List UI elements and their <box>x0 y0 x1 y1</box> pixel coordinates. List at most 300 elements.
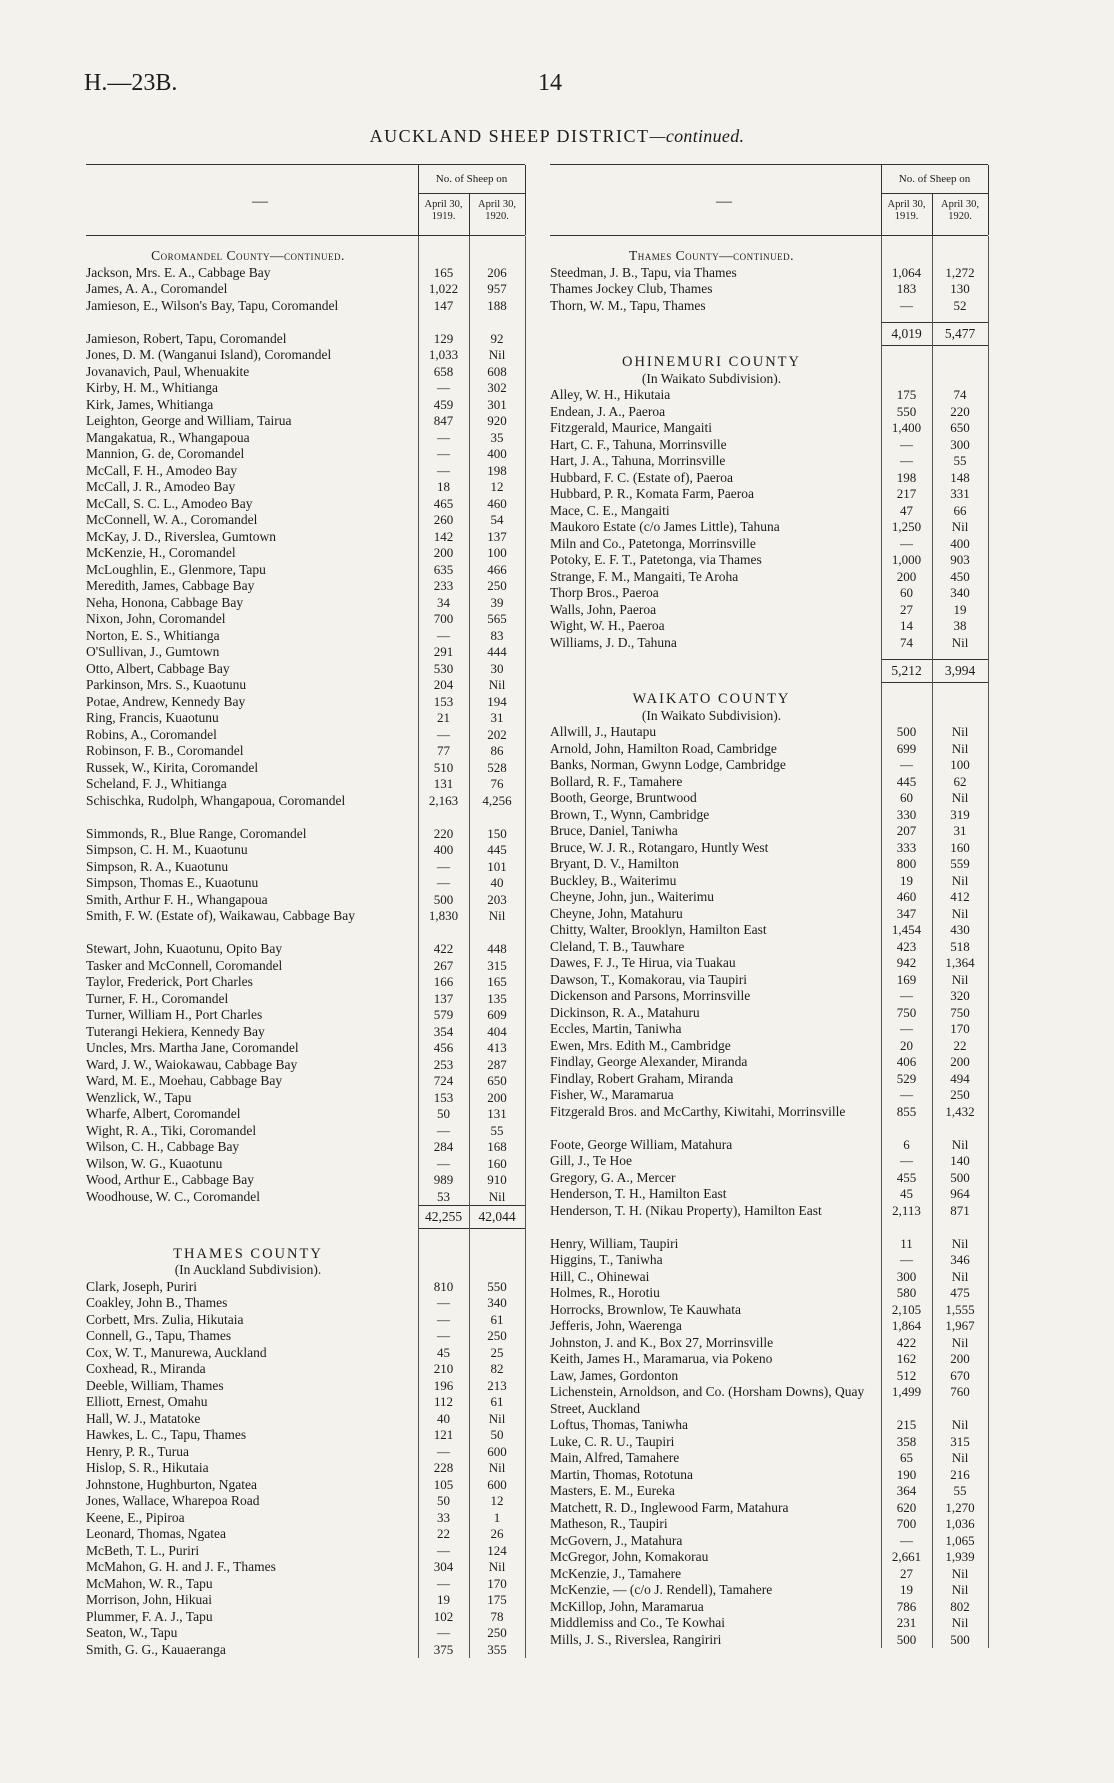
table-row <box>550 1549 988 1566</box>
sheep-1919: 196 <box>433 1377 454 1393</box>
sheep-1920: 19 <box>953 601 967 617</box>
sheep-1919: 74 <box>900 634 913 650</box>
sheep-1920: 413 <box>487 1040 507 1055</box>
owner-name: Jones, D. M. (Wanganui Island), Coromandel <box>86 347 332 362</box>
header-dash: — <box>252 193 268 210</box>
sheep-1920: 802 <box>950 1598 970 1614</box>
sheep-1920: 50 <box>490 1427 504 1442</box>
sheep-1920: 1,272 <box>945 264 975 280</box>
year-1920-heading <box>469 199 525 223</box>
county-heading: Coromandel County—continued. <box>151 248 345 263</box>
owner-name: Henderson, T. H. (Nikau Property), Hamilton East <box>550 1202 822 1218</box>
year-1919-heading <box>881 199 932 223</box>
table-row <box>86 562 525 579</box>
owner-name: Middlemiss and Co., Te Kowhai <box>550 1615 726 1630</box>
sheep-1920: 54 <box>490 512 504 527</box>
table-row <box>86 1172 525 1189</box>
table-row <box>86 991 525 1008</box>
table-row <box>550 1450 988 1467</box>
county-heading: OHINEMURI COUNTY <box>621 354 801 370</box>
owner-name: Cleland, T. B., Tauwhare <box>550 938 685 954</box>
sheep-1920: 331 <box>950 486 970 501</box>
owner-name: Scheland, F. J., Whitianga <box>86 776 227 791</box>
sheep-1919: 510 <box>433 759 454 775</box>
sheep-1920: 160 <box>950 839 970 855</box>
owner-name: McLoughlin, E., Glenmore, Tapu <box>86 561 266 577</box>
sheep-1919: — <box>900 1532 913 1548</box>
sheep-1920: 404 <box>487 1023 507 1039</box>
owner-name: James, A. A., Coromandel <box>86 281 228 296</box>
spacer <box>550 651 988 659</box>
sheep-1919: 40 <box>437 1410 450 1426</box>
sheep-1919: 50 <box>437 1493 450 1508</box>
table-row <box>86 1024 525 1041</box>
owner-name: Henry, William, Taupiri <box>550 1235 679 1251</box>
table-row <box>86 1328 525 1345</box>
owner-name: McCall, S. C. L., Amodeo Bay <box>86 495 253 511</box>
sheep-1919: 210 <box>433 1361 454 1376</box>
column-rule <box>525 236 526 1658</box>
table-row <box>550 1087 988 1104</box>
table-row <box>550 1170 988 1187</box>
sheep-1919: 102 <box>433 1608 454 1624</box>
owner-name: Hart, J. A., Tahuna, Morrinsville <box>550 453 726 468</box>
sheep-1920: 188 <box>487 297 507 313</box>
owner-name: McGregor, John, Komakorau <box>550 1549 709 1564</box>
sheep-1920: 670 <box>950 1367 970 1383</box>
table-row <box>86 908 525 941</box>
owner-name: Cox, W. T., Manurewa, Auckland <box>86 1344 267 1360</box>
sheep-1919: 1,022 <box>428 281 459 296</box>
owner-name: Arnold, John, Hamilton Road, Cambridge <box>550 740 777 756</box>
owner-name: Stewart, John, Kuaotunu, Opito Bay <box>86 941 283 956</box>
owner-name: Wilson, C. H., Cabbage Bay <box>86 1139 240 1154</box>
header-dash: — <box>716 193 732 210</box>
table-row <box>86 644 525 661</box>
owner-name: Steedman, J. B., Tapu, via Thames <box>550 264 737 280</box>
table-row <box>550 1005 988 1022</box>
sheep-1919: 1,000 <box>891 552 922 567</box>
table-row <box>86 1040 525 1057</box>
owner-name: Matheson, R., Taupiri <box>550 1516 668 1531</box>
owner-name: Keith, James H., Maramarua, via Pokeno <box>550 1351 773 1366</box>
owner-name: Mangakatua, R., Whangapoua <box>86 429 250 445</box>
owner-name: Brown, T., Wynn, Cambridge <box>550 806 710 822</box>
owner-name: Otto, Albert, Cabbage Bay <box>86 660 230 676</box>
owner-name: Clark, Joseph, Puriri <box>86 1278 197 1294</box>
sheep-1920: 52 <box>953 297 967 313</box>
owner-name: McMahon, W. R., Tapu <box>86 1575 213 1591</box>
spacer <box>550 314 988 322</box>
year-1920-date: April 30, <box>941 199 979 210</box>
sheep-1920: 500 <box>950 1169 970 1185</box>
table-row <box>86 545 525 562</box>
column-rule <box>988 236 989 1648</box>
table-row <box>550 1186 988 1203</box>
table-row <box>550 536 988 553</box>
sheep-1920: Nil <box>951 724 969 739</box>
sheep-1920: 137 <box>487 528 507 544</box>
page-title-suffix: —continued. <box>649 126 745 146</box>
sheep-1919: 304 <box>433 1559 454 1574</box>
owner-name: Johnstone, Hughburton, Ngatea <box>86 1476 257 1492</box>
table-row <box>550 1104 988 1137</box>
sheep-1919: 330 <box>896 806 917 822</box>
table-row <box>550 1203 988 1236</box>
sheep-1919: — <box>437 380 450 395</box>
owner-name: Seaton, W., Tapu <box>86 1625 178 1640</box>
sheep-1920: 26 <box>490 1526 504 1541</box>
year-1919-date: April 30, <box>887 199 926 210</box>
table-row <box>86 479 525 496</box>
owner-name: Ewen, Mrs. Edith M., Cambridge <box>550 1037 731 1053</box>
sheep-1920: 175 <box>487 1592 507 1607</box>
sheep-1920: Nil <box>488 908 506 923</box>
sheep-1919: 204 <box>433 677 454 692</box>
owner-name: Buckley, B., Waiterimu <box>550 872 677 888</box>
sheep-1920: Nil <box>488 347 506 362</box>
spacer <box>550 683 988 691</box>
county-heading: THAMES COUNTY <box>173 1245 323 1262</box>
table-row <box>550 420 988 437</box>
owner-name: Wharfe, Albert, Coromandel <box>86 1106 241 1121</box>
sheep-1919: 550 <box>896 403 917 419</box>
table-row <box>550 635 988 652</box>
sheep-1919: 27 <box>900 1565 913 1581</box>
year-1920-year: 1920. <box>948 211 972 222</box>
sheep-1919: 1,864 <box>891 1318 922 1333</box>
header-rule <box>881 193 988 194</box>
owner-name: Jefferis, John, Waerenga <box>550 1318 682 1333</box>
sheep-1920: 609 <box>487 1007 507 1022</box>
table-row <box>86 1642 525 1659</box>
owner-name: Bruce, Daniel, Taniwha <box>550 823 678 838</box>
owner-name: Hill, C., Ohinewai <box>550 1268 650 1284</box>
table-row <box>86 430 525 447</box>
table-row <box>86 793 525 826</box>
sheep-1920: 130 <box>950 281 970 296</box>
owner-name: McKay, J. D., Riverslea, Gumtown <box>86 528 276 544</box>
table-row <box>550 1153 988 1170</box>
sheep-1919: 1,830 <box>428 908 459 923</box>
left-table <box>86 164 525 1658</box>
sheep-1920: 250 <box>487 578 507 593</box>
sheep-1920: Nil <box>488 1410 506 1426</box>
sheep-1919: 750 <box>896 1004 917 1020</box>
table-row <box>86 677 525 694</box>
sheep-1919: 855 <box>896 1103 917 1119</box>
sheep-1919: 19 <box>900 872 913 888</box>
sheep-1920: 650 <box>487 1073 507 1088</box>
sheep-1919: 300 <box>896 1268 917 1284</box>
owner-name: McGovern, J., Matahura <box>550 1532 683 1548</box>
header-rule <box>418 193 525 194</box>
sheep-1919: 2,661 <box>891 1549 922 1564</box>
sheep-1919: 700 <box>433 611 454 626</box>
sheep-1919: 27 <box>900 601 913 617</box>
table-row <box>86 298 525 331</box>
sheep-1920: 140 <box>950 1153 970 1168</box>
owner-name: Main, Alfred, Tamahere <box>550 1450 680 1465</box>
sheep-1919: 175 <box>896 387 917 402</box>
sheep-1920: 1 <box>493 1509 501 1525</box>
sheep-1920: Nil <box>488 1559 506 1574</box>
table-row <box>86 1090 525 1107</box>
table-row <box>550 1533 988 1550</box>
owner-name: Smith, F. W. (Estate of), Waikawau, Cabbage Bay <box>86 908 356 923</box>
sheep-1920: 250 <box>487 1328 507 1343</box>
sheep-1920: 168 <box>487 1139 507 1154</box>
owner-name: Jackson, Mrs. E. A., Cabbage Bay <box>86 264 271 280</box>
owner-name: Dawes, F. J., Te Hirua, via Tuakau <box>550 955 736 970</box>
sheep-1920: 150 <box>487 825 507 841</box>
owner-name: Higgins, T., Taniwha <box>550 1252 663 1267</box>
table-row <box>86 1073 525 1090</box>
table-row <box>86 281 525 298</box>
sheep-1919: 1,499 <box>891 1384 922 1399</box>
sheep-1920: 412 <box>950 889 970 904</box>
sheep-1919: 579 <box>433 1007 454 1022</box>
total-1919: 5,212 <box>891 663 922 678</box>
table-row <box>550 1236 988 1253</box>
sheep-1919: — <box>437 858 450 874</box>
sheep-1919: 19 <box>437 1592 450 1607</box>
sheep-1920: Nil <box>951 740 969 756</box>
sheep-1919: 847 <box>433 413 454 428</box>
sheep-1919: 147 <box>433 297 454 313</box>
sheep-1920: 200 <box>950 1054 970 1069</box>
sheep-1920: 340 <box>950 585 970 600</box>
sheep-1919: 2,105 <box>891 1301 922 1317</box>
table-row <box>550 823 988 840</box>
sheep-1919: — <box>437 429 450 445</box>
sheep-1919: 112 <box>433 1394 454 1409</box>
sheep-1920: 61 <box>490 1311 504 1327</box>
table-row <box>86 974 525 991</box>
sheep-1920: 170 <box>950 1021 970 1036</box>
sheep-1920: 494 <box>950 1070 970 1086</box>
table-row <box>550 453 988 470</box>
sheep-1920: 600 <box>487 1476 507 1492</box>
county-heading: Thames County—continued. <box>629 248 794 263</box>
sheep-1920: Nil <box>951 519 969 534</box>
owner-name: Deeble, William, Thames <box>86 1377 224 1393</box>
right-table <box>550 164 988 1648</box>
sheep-1919: 400 <box>433 842 454 857</box>
sheep-1920: 400 <box>487 446 507 461</box>
sheep-1919: 21 <box>437 710 450 725</box>
owner-name: Mace, C. E., Mangaiti <box>550 502 670 518</box>
sheep-1920: 1,364 <box>945 955 975 970</box>
sheep-1920: 315 <box>487 957 507 973</box>
left-table-header <box>86 164 525 236</box>
owner-name: Eccles, Martin, Taniwha <box>550 1021 682 1036</box>
owner-name: Simpson, Thomas E., Kuaotunu <box>86 875 259 890</box>
sheep-1919: 358 <box>896 1433 917 1449</box>
sheep-1919: 500 <box>896 724 917 739</box>
owner-name: Mills, J. S., Riverslea, Rangiriri <box>550 1631 722 1647</box>
table-row <box>550 470 988 487</box>
county-total-row <box>881 659 988 683</box>
sheep-1920: Nil <box>951 905 969 921</box>
sheep-1919: 53 <box>437 1188 450 1204</box>
sheep-1919: 1,250 <box>891 519 922 534</box>
sheep-1919: — <box>437 1155 450 1171</box>
table-row <box>550 404 988 421</box>
sheep-1920: 750 <box>950 1004 970 1020</box>
owner-name: Dawson, T., Komakorau, via Taupiri <box>550 971 748 987</box>
sheep-1919: — <box>900 1252 913 1267</box>
sheep-1920: Nil <box>951 1565 969 1581</box>
owner-name: McKenzie, J., Tamahere <box>550 1565 682 1581</box>
table-row <box>550 486 988 503</box>
sheep-1919: 810 <box>433 1278 454 1294</box>
owner-name: Coakley, John B., Thames <box>86 1295 228 1310</box>
sheep-1920: 910 <box>487 1172 507 1187</box>
sheep-1920: 445 <box>487 842 507 857</box>
owner-name: Martin, Thomas, Rototuna <box>550 1466 693 1482</box>
sheep-1920: Nil <box>951 1235 969 1251</box>
sheep-1919: 699 <box>896 740 917 756</box>
owner-name: Tasker and McConnell, Coromandel <box>86 957 283 973</box>
sheep-1919: 1,400 <box>891 420 922 435</box>
sheep-1920: 12 <box>490 479 504 494</box>
owner-name: Woodhouse, W. C., Coromandel <box>86 1188 261 1204</box>
owner-name: Mannion, G. de, Coromandel <box>86 446 245 461</box>
county-heading: (In Waikato Subdivision). <box>641 370 782 386</box>
owner-name: McCall, J. R., Amodeo Bay <box>86 479 236 494</box>
sheep-1920: 76 <box>490 776 504 791</box>
table-row <box>86 875 525 892</box>
sheep-1919: 105 <box>433 1476 454 1492</box>
sheep-1920: 559 <box>950 856 970 871</box>
table-row <box>86 1361 525 1378</box>
sheep-1920: 66 <box>953 502 967 518</box>
owner-name: Jovanavich, Paul, Whenuakite <box>86 363 250 379</box>
sheep-1920: 194 <box>487 693 507 709</box>
sheep-1919: — <box>437 1443 450 1459</box>
sheep-1920: 550 <box>487 1278 507 1294</box>
year-1919-year: 1919. <box>431 211 456 222</box>
year-1919-date: April 30, <box>424 199 463 210</box>
header-divider <box>525 165 526 235</box>
sheep-1920: 39 <box>490 594 504 610</box>
sheep-1920: 301 <box>487 396 507 412</box>
table-row <box>550 387 988 404</box>
sheep-1920: 31 <box>953 823 967 838</box>
sheep-1919: 267 <box>433 957 454 973</box>
owner-name: Luke, C. R. U., Taupiri <box>550 1433 675 1449</box>
table-row <box>86 1625 525 1642</box>
sheep-1920: Nil <box>951 1136 969 1152</box>
sheep-1919: 60 <box>900 585 913 600</box>
sheep-1919: — <box>900 1021 913 1036</box>
sheep-1920: 528 <box>487 759 507 775</box>
table-row <box>86 1592 525 1609</box>
table-row <box>550 1599 988 1616</box>
table-row <box>86 1312 525 1329</box>
table-row <box>86 331 525 348</box>
sheep-1920: 650 <box>950 420 970 435</box>
owner-name: Masters, E. M., Eureka <box>550 1483 675 1498</box>
sheep-1920: 302 <box>487 380 507 395</box>
owner-name: Wood, Arthur E., Cabbage Bay <box>86 1172 255 1187</box>
sheep-1919: — <box>437 1122 450 1138</box>
year-1920-heading <box>932 199 988 223</box>
county-heading: WAIKATO COUNTY <box>632 691 791 707</box>
sheep-1920: 1,036 <box>945 1516 975 1531</box>
owner-name: Lichenstein, Arnoldson, and Co. (Horsham Downs), Quay Street, Auckland <box>550 1384 865 1416</box>
owner-name: McMahon, G. H. and J. F., Thames <box>86 1559 276 1574</box>
owner-name: McConnell, W. A., Coromandel <box>86 512 258 527</box>
table-row <box>550 437 988 454</box>
table-row <box>86 892 525 909</box>
table-row <box>550 1054 988 1071</box>
total-1919: 4,019 <box>891 326 922 341</box>
table-row <box>550 1467 988 1484</box>
sheep-1919: 19 <box>900 1582 913 1597</box>
table-row <box>86 1411 525 1428</box>
column-rule <box>418 236 419 1658</box>
sheep-1919: 406 <box>896 1054 917 1069</box>
sheep-1919: 1,033 <box>428 347 459 362</box>
sheep-1920: 25 <box>490 1344 504 1360</box>
county-heading: (In Waikato Subdivision). <box>641 707 782 723</box>
table-row <box>550 889 988 906</box>
sheep-1919: 47 <box>900 502 913 518</box>
sheep-1919: — <box>437 1328 450 1343</box>
sheep-1919: 6 <box>903 1136 910 1152</box>
owner-name: O'Sullivan, J., Gumtown <box>86 644 220 659</box>
sheep-1920: 100 <box>487 545 507 560</box>
owner-name: Thorn, W. M., Tapu, Thames <box>550 297 706 313</box>
owner-name: Hislop, S. R., Hikutaia <box>86 1460 209 1475</box>
table-row <box>550 906 988 923</box>
owner-name: Leonard, Thomas, Ngatea <box>86 1526 226 1541</box>
sheep-1919: 580 <box>896 1285 917 1300</box>
sheep-1920: 903 <box>950 552 970 567</box>
spacer <box>550 236 988 248</box>
sheep-1920: 86 <box>490 743 504 758</box>
owner-name: Hubbard, F. C. (Estate of), Paeroa <box>550 469 733 485</box>
sheep-1919: 11 <box>900 1235 913 1251</box>
sheep-1919: 1,454 <box>891 922 922 937</box>
table-row <box>550 569 988 586</box>
owner-name: Robinson, F. B., Coromandel <box>86 743 244 758</box>
spacer <box>86 1229 525 1246</box>
sheep-1920: 55 <box>490 1122 504 1138</box>
owner-name: Jamieson, Robert, Tapu, Coromandel <box>86 330 287 346</box>
sheep-1920: 957 <box>487 281 507 296</box>
sheep-1919: 131 <box>433 776 454 791</box>
sheep-1920: 124 <box>487 1542 507 1558</box>
sheep-1920: 1,432 <box>945 1103 975 1119</box>
owner-name: Schischka, Rudolph, Whangapoua, Coromandel <box>86 792 346 808</box>
sheep-1919: — <box>900 757 913 772</box>
owner-name: Bruce, W. J. R., Rotangaro, Huntly West <box>550 839 769 855</box>
owner-name: McKenzie, H., Coromandel <box>86 545 236 560</box>
sheep-1919: 33 <box>437 1509 450 1525</box>
table-row <box>86 859 525 876</box>
owner-name: Keene, E., Pipiroa <box>86 1509 185 1525</box>
table-row <box>550 1632 988 1649</box>
owner-name: Kirk, James, Whitianga <box>86 396 214 412</box>
sheep-1920: Nil <box>951 1582 969 1597</box>
total-1920: 42,044 <box>478 1209 516 1224</box>
sheep-1920: 1,939 <box>945 1549 975 1564</box>
sheep-1920: 22 <box>953 1037 967 1053</box>
sheep-1919: 1,064 <box>891 264 922 280</box>
